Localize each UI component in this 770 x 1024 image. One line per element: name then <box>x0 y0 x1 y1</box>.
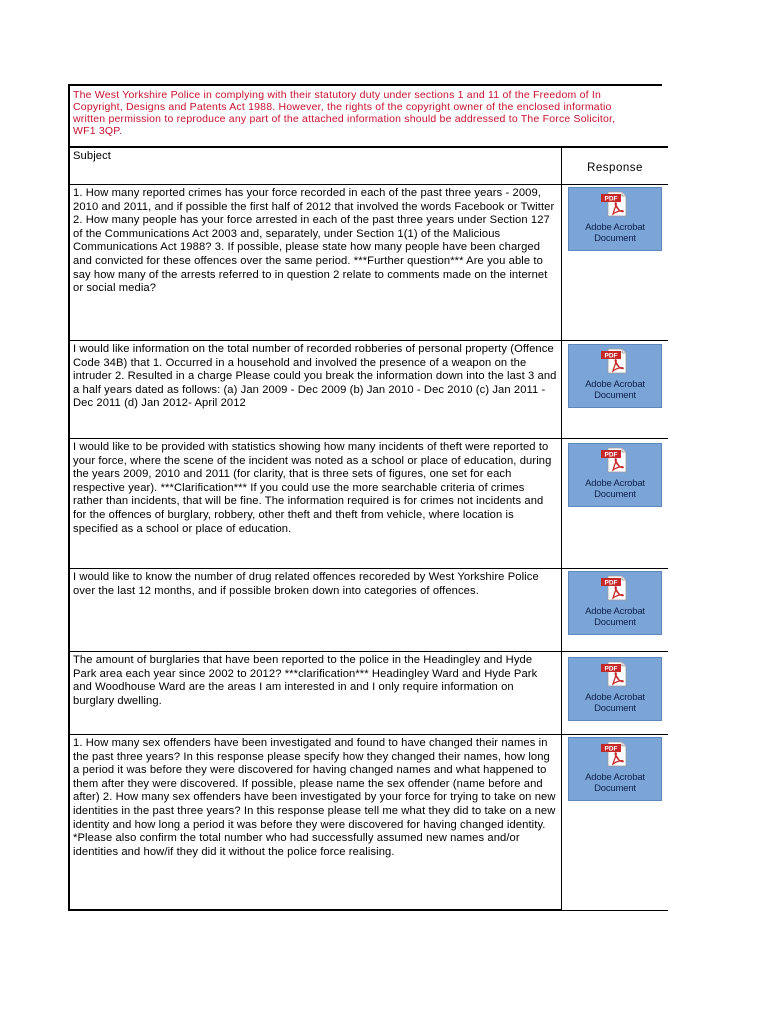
pdf-icon <box>599 661 631 687</box>
response-cell <box>562 185 669 341</box>
table-row <box>69 185 668 341</box>
table-row <box>69 569 668 652</box>
attachment-label: Adobe Acrobat Document <box>585 606 645 628</box>
pdf-icon <box>599 348 631 374</box>
subject-cell: I would like to be provided with statistics showing how many incidents of theft were reported to your force, where the scene of the incident was noted as a school or place of education, during the years 2009, 2010 and 2011 (for clarity, that is three sets of figures, one set for each respective year). ***Clarification*** If you could use the more searchable criteria of crimes rather than incidents, that will be fine. The information required is for crimes not incidents and for the offences of burglary, robbery, other theft and theft from vehicle, where location is specified as a school or place of education. <box>69 439 562 569</box>
attachment-label: Adobe Acrobat Document <box>585 379 645 401</box>
pdf-badge: PDF <box>604 195 618 203</box>
pdf-badge: PDF <box>604 745 618 753</box>
table-header-row <box>69 147 668 185</box>
pdf-attachment[interactable] <box>568 344 662 408</box>
pdf-attachment[interactable] <box>568 187 662 251</box>
response-cell <box>562 569 669 652</box>
table-row <box>69 652 668 735</box>
subject-header: Subject <box>69 147 562 185</box>
subject-cell: I would like to know the number of drug related offences recoreded by West Yorkshire Police over the last 12 months, and if possible broken down into categories of offences. <box>69 569 562 652</box>
foi-table <box>68 146 668 911</box>
pdf-badge: PDF <box>604 579 618 587</box>
pdf-icon <box>599 447 631 473</box>
response-header-cell <box>562 147 669 185</box>
table-row <box>69 341 668 439</box>
response-cell <box>562 439 669 569</box>
pdf-attachment[interactable] <box>568 443 662 507</box>
subject-cell: I would like information on the total number of recorded robberies of personal property (Offence Code 34B) that 1. Occurred in a household and involved the presence of a weapon on the intruder 2. Resulted in a charge Please could you break the information down into the last 3 and a half years dated as follows: (a) Jan 2009 - Dec 2009 (b) Jan 2010 - Dec 2010 (c) Jan 2011 - Dec 2011 (d) Jan 2012- April 2012 <box>69 341 562 439</box>
subject-cell: 1. How many sex offenders have been investigated and found to have changed their names in the past three years? In this response please specify how they changed their names, how long a period it was before they were discovered for having changed names and what happened to them after they were discovered. If possible, please name the sex offender (name before and after) 2. How many sex offenders have been investigated by your force for trying to take on new identities in the past three years? In this response please tell me what they did to take on a new identity and how long a period it was before they were discovered for having changed identity. *Please also confirm the total number who had successfully assumed new names and/or identities and how/if they did it without the police force realising. <box>69 735 562 911</box>
copyright-notice <box>68 84 662 146</box>
pdf-badge: PDF <box>604 352 618 360</box>
notice-line: The West Yorkshire Police in complying with their statutory duty under sections 1 and 11 of the Freedom of In <box>73 89 602 101</box>
pdf-badge: PDF <box>604 451 618 459</box>
response-cell <box>562 735 669 911</box>
table-row <box>69 439 668 569</box>
subject-cell: The amount of burglaries that have been reported to the police in the Headingley and Hyde Park area each year since 2002 to 2012? ***clarification*** Headingley Ward and Hyde Park and Woodhouse Ward are the areas I am interested in and I only require information on burglary dwelling. <box>69 652 562 735</box>
notice-line: written permission to reproduce any part of the attached information should be addressed to The Force Solicitor, <box>73 113 616 125</box>
attachment-label: Adobe Acrobat Document <box>585 478 645 500</box>
pdf-attachment[interactable] <box>568 657 662 721</box>
subject-cell: 1. How many reported crimes has your force recorded in each of the past three years - 2009, 2010 and 2011, and if possible the first half of 2012 that involved the words Facebook or Twitter 2. How many people has your force arrested in each of the past three years under Section 127 of the Communications Act 2003 and, separately, under Section 1(1) of the Malicious Communications Act 1988? 3. If possible, please state how many people have been charged and convicted for these offences over the same period. ***Further question*** Are you able to say how many of the arrests referred to in question 2 relate to comments made on the internet or social media? <box>69 185 562 341</box>
pdf-icon <box>599 741 631 767</box>
pdf-icon <box>599 575 631 601</box>
notice-line: WF1 3QP. <box>73 125 123 137</box>
attachment-label: Adobe Acrobat Document <box>585 692 645 714</box>
response-cell <box>562 341 669 439</box>
foi-response-sheet <box>68 84 662 911</box>
pdf-attachment[interactable] <box>568 737 662 801</box>
notice-line: Copyright, Designs and Patents Act 1988. However, the rights of the copyright owner of the enclosed informatio <box>73 101 612 113</box>
pdf-icon <box>599 191 631 217</box>
attachment-label: Adobe Acrobat Document <box>585 222 645 244</box>
attachment-label: Adobe Acrobat Document <box>585 772 645 794</box>
pdf-attachment[interactable] <box>568 571 662 635</box>
table-row <box>69 735 668 911</box>
pdf-badge: PDF <box>604 665 618 673</box>
response-cell <box>562 652 669 735</box>
response-header: Response <box>587 162 643 174</box>
